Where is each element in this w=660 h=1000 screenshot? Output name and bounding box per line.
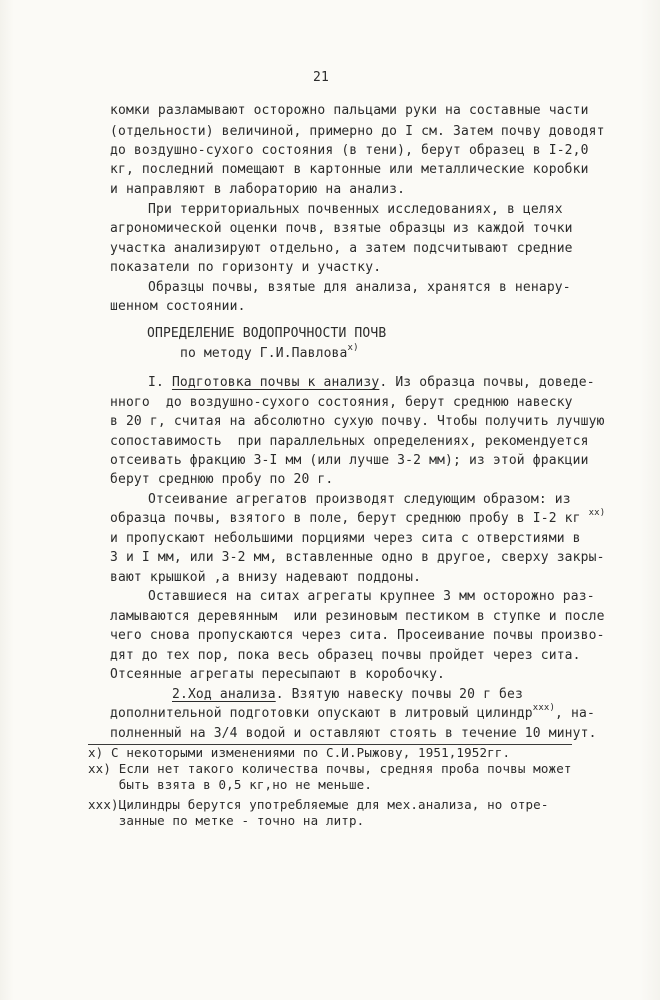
- paragraph-line: в 20 г, считая на абсолютно сухую почву. Чтобы получить лучшую: [110, 414, 605, 429]
- footnote-mark: x): [347, 342, 359, 353]
- paragraph-line: [172, 687, 523, 702]
- paragraph-line: [110, 702, 595, 721]
- paragraph-line: и пропускают небольшими порциями через сита с отверстиями в: [110, 531, 581, 546]
- paragraph-text: дополнительной подготовки опускают в литровый цилиндр: [110, 706, 533, 721]
- footnote-1: x) С некоторыми изменениями по С.И.Рыжову, 1951,1952гг.: [88, 745, 511, 760]
- footnote-3-line: xxx)Цилиндры берутся употребляемые для мех.анализа, но отре-: [88, 797, 549, 812]
- footnote-mark: xxx): [532, 702, 556, 713]
- paragraph-line: 3 и I мм, или 3-2 мм, вставленные одно в другое, сверху закры-: [110, 550, 605, 565]
- paragraph-line: показатели по горизонту и участку.: [110, 260, 382, 275]
- paragraph-line: Оставшиеся на ситах агрегаты крупнее 3 мм осторожно раз-: [148, 589, 595, 604]
- paragraph-text: , на-: [555, 706, 595, 721]
- paragraph-line: до воздушно-сухого состояния (в тени), берут образец в I-2,0: [110, 143, 589, 158]
- paragraph-line: шенном состоянии.: [110, 299, 246, 314]
- section-number: I.: [148, 375, 164, 390]
- footnote-mark: xx): [588, 507, 606, 518]
- footnote-2-line: xx) Если нет такого количества почвы, средняя проба почвы может: [88, 761, 572, 776]
- paragraph-line: дят до тех пор, пока весь образец почвы пройдет через сита.: [110, 648, 581, 663]
- paragraph-line: ламываются деревянным или резиновым пестиком в ступке и после: [110, 609, 605, 624]
- paragraph-line: сопоставимость при параллельных определениях, рекомендуется: [110, 434, 589, 449]
- paragraph-line: полненный на 3/4 водой и оставляют стоять в течение 10 минут.: [110, 726, 597, 741]
- paragraph-line: участка анализируют отдельно, а затем подсчитывают средние: [110, 241, 573, 256]
- paragraph-line: отсеивать фракцию 3-I мм (или лучше 3-2 мм); из этой фракции: [110, 453, 589, 468]
- paragraph-line: Образцы почвы, взятые для анализа, хранятся в ненару-: [148, 280, 571, 295]
- paragraph-line: Отсеивание агрегатов производят следующим образом: из: [148, 492, 571, 507]
- section-text: . Взятую навеску почвы 20 г без: [275, 687, 523, 702]
- paragraph-line: нного до воздушно-сухого состояния, берут среднюю навеску: [110, 395, 573, 410]
- section-subheading: [180, 342, 359, 361]
- paragraph-line: берут среднюю пробу по 20 г.: [110, 472, 334, 487]
- section-text: . Из образца почвы, доведе-: [379, 375, 595, 390]
- paragraph-line: и направляют в лабораторию на анализ.: [110, 182, 406, 197]
- subheading-text: по методу Г.И.Павлова: [180, 346, 348, 361]
- paragraph-line: [110, 507, 606, 526]
- paragraph-line: Отсеянные агрегаты пересыпают в коробочку.: [110, 667, 446, 682]
- paragraph-line: (отдельности) величиной, примерно до I см. Затем почву доводят: [110, 124, 605, 139]
- paragraph-line: кг, последний помещают в картонные или металлические коробки: [110, 162, 589, 177]
- section-heading: ОПРЕДЕЛЕНИЕ ВОДОПРОЧНОСТИ ПОЧВ: [147, 326, 387, 341]
- footnote-2-line: быть взята в 0,5 кг,но не меньше.: [88, 777, 372, 792]
- footnote-3-line: занные по метке - точно на литр.: [88, 813, 365, 828]
- paragraph-text: образца почвы, взятого в поле, берут среднюю пробу в I-2 кг: [110, 511, 581, 526]
- paragraph-line: комки разламывают осторожно пальцами руки на составные части: [110, 103, 589, 118]
- section-title: 2.Ход анализа: [172, 687, 276, 702]
- section-title: Подготовка почвы к анализу: [171, 375, 380, 390]
- paragraph-line: вают крышкой ,а внизу надевают поддоны.: [110, 570, 422, 585]
- paragraph-line: чего снова пропускаются через сита. Просеивание почвы произво-: [110, 628, 605, 643]
- page-number: 21: [313, 70, 329, 85]
- paragraph-line: При территориальных почвенных исследованиях, в целях: [148, 202, 563, 217]
- paragraph-line: агрономической оценки почв, взятые образцы из каждой точки: [110, 221, 573, 236]
- footnote-separator: [88, 744, 572, 745]
- paragraph-line: [148, 375, 595, 390]
